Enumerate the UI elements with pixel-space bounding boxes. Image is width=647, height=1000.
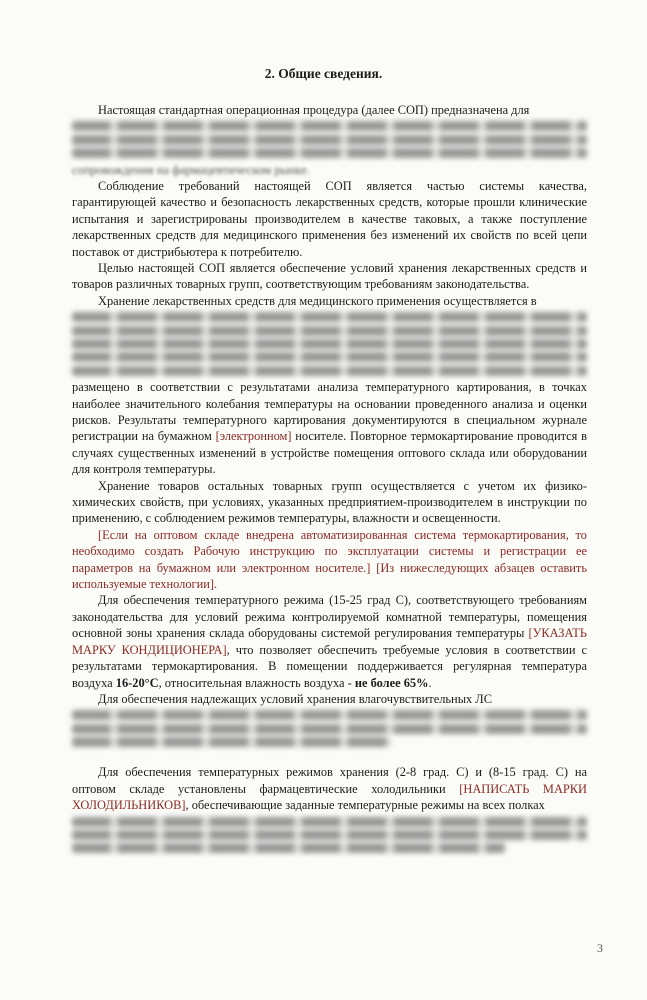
redacted-line <box>72 817 587 827</box>
redacted-line <box>72 830 587 840</box>
paragraph-humidity <box>72 691 587 747</box>
paragraph-refrigerators <box>72 764 587 853</box>
redacted-line <box>72 339 587 349</box>
temperature-text-c: , относительная влажность воздуха - <box>158 675 355 690</box>
paragraph-storage <box>72 293 587 478</box>
purpose-tail: сопровождения на фармацевтическом рынке. <box>72 162 310 177</box>
electronic-placeholder: [электронном] <box>215 429 292 444</box>
redacted-line <box>72 710 587 720</box>
temperature-text-b: , что позволяет обеспечить требуемые условия в соответствии с результатами термокартирования. В помещении поддерживается регулярная температура воздуха <box>72 642 587 690</box>
humidity-lead: Для обеспечения надлежащих условий хранения влагочувствительных ЛС <box>98 691 492 706</box>
purpose-lead: Настоящая стандартная операционная процедура (далее СОП) предназначена для <box>98 103 530 117</box>
temperature-text-d: . <box>428 675 432 690</box>
paragraph-editor-note: [Если на оптовом складе внедрена автоматизированная система термокартирования, то необходимо создать Рабочую инструкцию по эксплуатации системы и регистрации ее параметров на бумажном или электронном носителе.] [Из нижеследующих абзацев оставить используемые технологии]. <box>72 527 587 592</box>
humidity-value: не более 65% <box>354 675 429 690</box>
storage-text-a: размещено в соответствии с результатами анализа температурного картирования, в точках наиболее значительного колебания температуры на основании проведенного анализа и оценки рисков. Результаты температурного картирования документируются в специальном журнале регистрации на бумажном <box>72 380 587 444</box>
redacted-line <box>72 724 587 734</box>
paragraph-purpose <box>72 102 587 178</box>
conditioner-placeholder: [УКАЗАТЬ МАРКУ КОНДИЦИОНЕРА] <box>72 626 587 657</box>
temperature-text-a: Для обеспечения температурного режима (15-25 град С), соответствующего требованиям законодательства для условий режима контролируемой комнатной температуры, помещения основной зоны хранения склада оборудованы системой регулирования температуры <box>72 593 587 641</box>
redacted-line <box>72 737 391 747</box>
paragraph-other-goods: Хранение товаров остальных товарных групп осуществляется с учетом их физико-химических свойств, при условиях, указанных предприятием-производителем в инструкции по применению, с соблюдением режимов температуры, влажности и освещенности. <box>72 478 587 526</box>
page-number: 3 <box>597 941 603 955</box>
fridge-placeholder: [НАПИСАТЬ МАРКИ ХОЛОДИЛЬНИКОВ] <box>72 781 587 813</box>
redacted-line <box>72 312 587 322</box>
redacted-line <box>72 352 587 362</box>
redacted-line <box>72 135 587 145</box>
document-body <box>72 102 587 857</box>
fridge-text-a: Для обеспечения температурных режимов хранения (2-8 град. С) и (8-15 град. С) на оптовом складе установлены фармацевтические холодильники <box>72 765 587 796</box>
storage-lead: Хранение лекарственных средств для медицинского применения осуществляется в <box>98 293 537 308</box>
redacted-line <box>72 843 505 853</box>
temperature-value: 16-20°С <box>115 675 159 690</box>
fridge-text-b: , обеспечивающие заданные температурные режимы на всех полках <box>185 798 545 813</box>
redacted-line <box>72 326 587 336</box>
redacted-line <box>72 121 587 131</box>
paragraph-quality: Соблюдение требований настоящей СОП является частью системы качества, гарантирующей качество и безопасность лекарственных средств, которые прошли клинические испытания и зарегистрированы производителем в качестве таковых, а также поступление лекарственных средств для медицинского применения без изменений их свойств по всей цепи поставок от дистрибьютера к потребителю. <box>72 178 587 259</box>
paragraph-temperature <box>72 592 587 690</box>
redacted-line <box>72 148 587 158</box>
paragraph-goal: Целью настоящей СОП является обеспечение условий хранения лекарственных средств и товаров различных товарных групп, соответствующим требованиям законодательства. <box>72 261 587 292</box>
redacted-line <box>72 366 587 376</box>
storage-text-b: носителе. Повторное термокартирование проводится в случаях существенных изменений в устройстве помещения оптового склада или оборудовании для контроля температуры. <box>72 429 587 477</box>
section-title: 2. Общие сведения. <box>264 66 383 81</box>
